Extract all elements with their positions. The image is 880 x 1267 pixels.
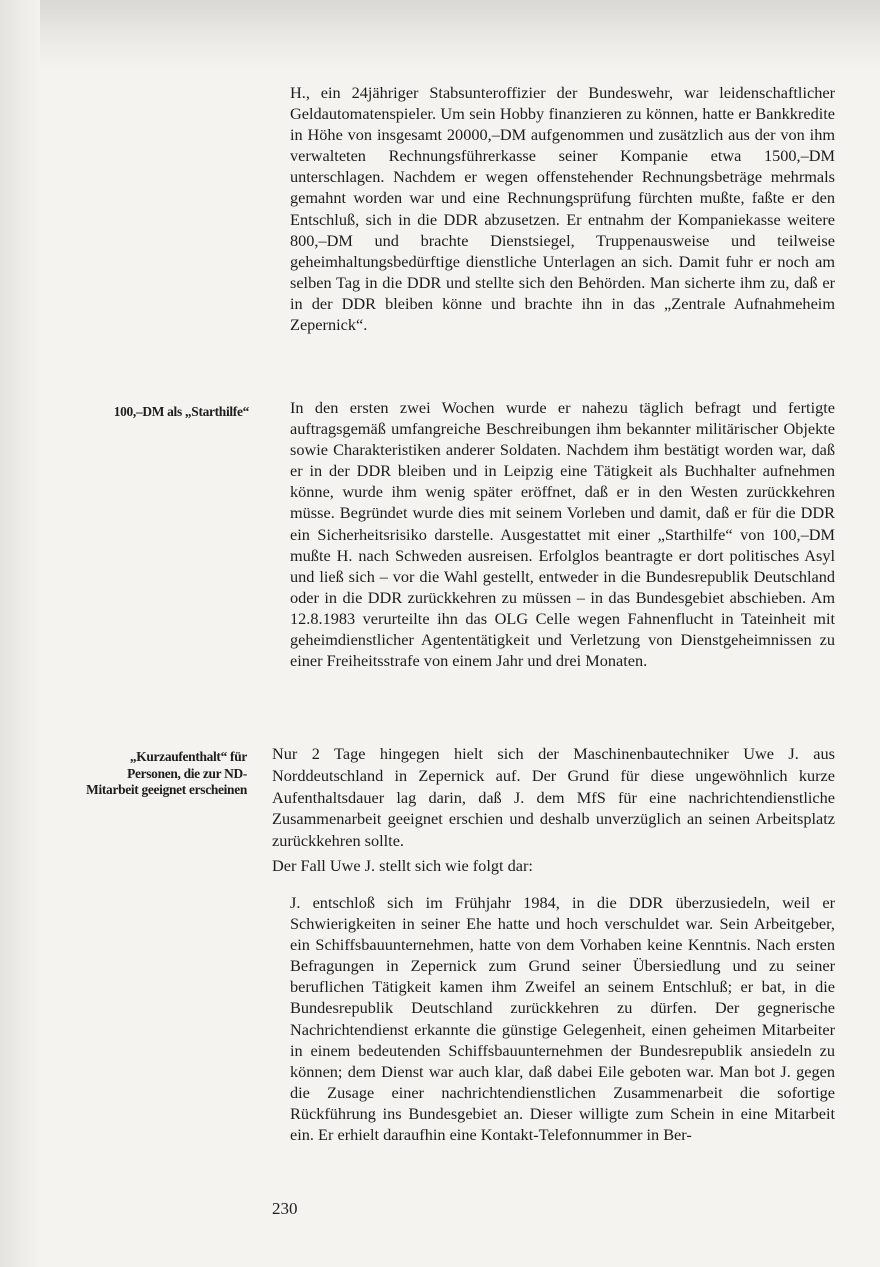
- uwe-case-paragraph: J. entschloß sich im Frühjahr 1984, in die DDR überzusiedeln, weil er Schwierigkeiten in seiner Ehe hatte und hoch verschuldet war. Sein Arbeitgeber, ein Schiffsbauunternehmen, hatte von dem Vorhaben keine Kenntnis. Nach ersten Befragungen in Zepernick zum Grund seiner Übersiedlung und zu seiner beruflichen Tätigkeit kamen ihm Zweifel an seinem Entschluß; er bat, in die Bundesrepublik Deutschland zurückkehren zu dürfen. Der gegnerische Nachrichtendienst erkannte die günstige Gelegenheit, einen geheimen Mitarbeiter in einem bedeutenden Schiffsbauunternehmen der Bundesrepublik ansiedeln zu können; dem Dienst war auch klar, daß dabei Eile geboten war. Man bot J. gegen die Zusage einer nachrichtendienstlichen Zusammenarbeit die sofortige Rückführung ins Bundesgebiet an. Dieser willigte zum Schein in eine Mitarbeit ein. Er erhielt daraufhin eine Kontakt-Telefonnummer in Ber-: [290, 893, 835, 1145]
- page-number: 230: [272, 1199, 298, 1218]
- margin-note-kurzaufenthalt: „Kurzaufenthalt“ für Personen, die zur ND-Mitarbeit geeignet erscheinen: [86, 749, 247, 797]
- uwe-intro-paragraph: Nur 2 Tage hingegen hielt sich der Maschinenbautechniker Uwe J. aus Norddeutschland in Zepernick auf. Der Grund für diese ungewöhnlich kurze Aufenthaltsdauer lag darin, daß J. dem MfS für eine nachrichtendienstliche Zusammenarbeit geeignet erschien und deshalb unverzüglich an seinen Arbeitsplatz zurückkehren sollte.: [272, 744, 835, 851]
- margin-note-starthilfe: 100,–DM als „Starthilfe“: [113, 404, 249, 419]
- uwe-case-lead: Der Fall Uwe J. stellt sich wie folgt dar:: [272, 856, 533, 875]
- case-h-continued-paragraph: In den ersten zwei Wochen wurde er nahezu täglich befragt und fertigte auftragsgemäß umfangreiche Beschreibungen ihm bekannter militärischer Objekte sowie Charakteristiken anderer Soldaten. Nachdem ihm bestätigt worden war, daß er in der DDR bleiben und in Leipzig eine Tätigkeit als Buchhalter aufnehmen könne, wurde ihm wenig später eröffnet, daß er in den Westen zurückkehren müsse. Begründet wurde dies mit seinem Vorleben und damit, daß er für die DDR ein Sicherheitsrisiko darstelle. Ausgestattet mit einer „Starthilfe“ von 100,–DM mußte H. nach Schweden ausreisen. Erfolglos beantragte er dort politisches Asyl und ließ sich – vor die Wahl gestellt, entweder in die Bundesrepublik Deutschland oder in die DDR zurückkehren zu müssen – in das Bundesgebiet abschieben. Am 12.8.1983 verurteilte ihn das OLG Celle wegen Fahnenflucht in Tateinheit mit geheimdienstlicher Agententätigkeit und Verletzung von Dienstgeheimnissen zu einer Freiheitsstrafe von einem Jahr und drei Monaten.: [290, 398, 835, 671]
- scan-shadow-left: [0, 0, 40, 1267]
- case-h-paragraph: H., ein 24jähriger Stabsunteroffizier der Bundeswehr, war leidenschaftlicher Geldautomatenspieler. Um sein Hobby finanzieren zu können, hatte er Bankkredite in Höhe von insgesamt 20000,–DM aufgenommen und zusätzlich aus der von ihm verwalteten Rechnungsführerkasse seiner Kompanie etwa 1500,–DM unterschlagen. Nachdem er wegen offenstehender Rechnungsbeträge mehrmals gemahnt worden war und eine Rechnungsprüfung fürchten mußte, faßte er den Entschluß, sich in die DDR abzusetzen. Er entnahm der Kompaniekasse weitere 800,–DM und brachte Dienstsiegel, Truppenausweise und teilweise geheimhaltungsbedürftige dienstliche Unterlagen an sich. Damit fuhr er noch am selben Tag in die DDR und stellte sich den Behörden. Man sicherte ihm zu, daß er in der DDR bleiben könne und brachte ihn in das „Zentrale Aufnahmeheim Zepernick“.: [290, 83, 835, 335]
- scan-shadow-top: [0, 0, 880, 70]
